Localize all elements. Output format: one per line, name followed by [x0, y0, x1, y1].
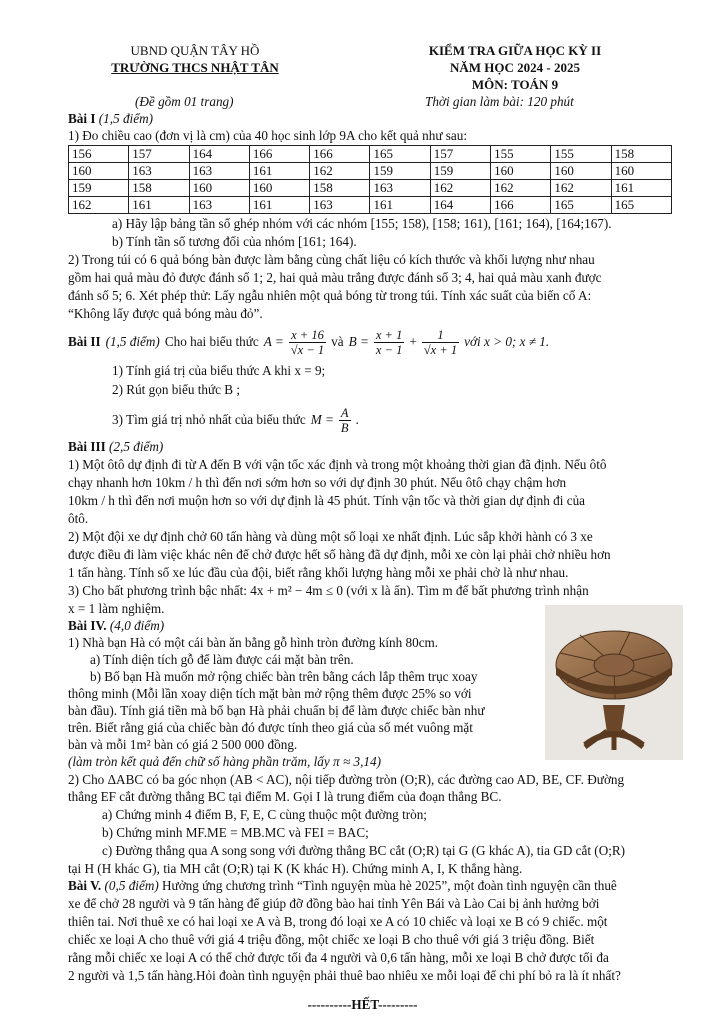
bai4-p1a: a) Tính diện tích gỗ để làm được cái mặt bàn trên. [90, 652, 354, 667]
bai4-p2-line2: thẳng EF cắt đường thẳng BC tại điểm M. Gọi I là trung điểm của đoạn thẳng BC. [68, 789, 502, 804]
table-cell: 155 [491, 146, 551, 163]
table-cell: 163 [189, 197, 249, 214]
bai4-p2b: b) Chứng minh MF.ME = MB.MC và FEI = BAC; [102, 825, 369, 840]
expr-B-term2: $\frac{1}{√x + 1}$ [423, 327, 458, 357]
bai4-rounding-note: (làm tròn kết quả đến chữ số hàng phần trăm, lấy π ≈ 3,14) [68, 754, 381, 769]
table-cell: 161 [611, 180, 671, 197]
bai2-q2: 2) Rút gọn biểu thức B ; [112, 382, 241, 397]
expr-B-term1: $\frac{x + 1}{x - 1}$ [375, 327, 403, 357]
table-cell: 163 [189, 163, 249, 180]
bai4-p1: 1) Nhà bạn Hà có một cái bàn ăn bằng gỗ hình tròn đường kính 80cm. [68, 635, 439, 650]
bai4-p1b-line2: thông minh (Mỗi lần xoay diện tích mặt bàn mở rộng thêm được 25% so với [68, 686, 472, 701]
table-row [69, 146, 672, 163]
table-cell: 166 [249, 146, 309, 163]
bai3-p1-line1: 1) Một ôtô dự định đi từ A đến B với vận tốc xác định và trong một khoảng thời gian đã định. Nếu ôtô [68, 457, 607, 472]
table-row [69, 180, 672, 197]
table-cell: 161 [370, 197, 430, 214]
bai4-p1b-line5: bàn và mỗi 1m² bàn có giá 2 500 000 đồng. [68, 737, 298, 752]
bai2-q3: 3) Tìm giá trị nhỏ nhất của biểu thức M = $\frac{A}{B}$ . [112, 405, 359, 435]
bai5-line5: rằng mỗi chiếc xe loại A có thể chở được tối đa 4 người và 0,6 tấn hàng, mỗi xe loại B chở được tối đa [68, 950, 609, 965]
table-cell: 160 [491, 163, 551, 180]
bai3-heading: Bài III (2,5 điểm) [68, 439, 164, 454]
end-marker: ----------HẾT--------- [307, 997, 418, 1012]
bai5-line6: 2 người và 1,5 tấn hàng.Hỏi đoàn tình nguyện phải thuê bao nhiêu xe mỗi loại để chi phí bỏ ra là ít nhất? [68, 968, 621, 983]
bai2-q1: 1) Tính giá trị của biểu thức A khi x = 9; [112, 363, 326, 378]
expr-M: $\frac{A}{B}$ [340, 405, 349, 435]
height-data-table [68, 145, 672, 214]
table-cell: 163 [129, 163, 189, 180]
table-cell: 156 [69, 146, 129, 163]
bai3-p2-line3: 1 tấn hàng. Tính số xe lúc đầu của đội, biết rằng khối lượng hàng mỗi xe phải chở là như nhau. [68, 565, 569, 580]
table-cell: 165 [370, 146, 430, 163]
bai3-p1-line2: chạy nhanh hơn 10km / h thì đến nơi sớm hơn so với dự định 30 phút. Nếu ôtô chạy chậm hơn [68, 475, 567, 490]
bai1-q1b: b) Tính tần số tương đối của nhóm [161; 164). [112, 234, 357, 249]
table-cell: 161 [129, 197, 189, 214]
bai4-p2a: a) Chứng minh 4 điểm B, F, E, C cùng thuộc một đường tròn; [102, 807, 427, 822]
bai3-p3-line2: x = 1 làm nghiệm. [68, 601, 165, 616]
table-row [69, 197, 672, 214]
table-cell: 160 [249, 180, 309, 197]
bai4-p1b-line4: trên. Biết rằng giá của chiếc bàn đó được tính theo giá của số mét vuông mặt [68, 720, 473, 735]
table-cell: 161 [249, 163, 309, 180]
expr-B-lhs: B = [348, 334, 369, 349]
table-cell: 162 [310, 163, 370, 180]
table-cell: 162 [69, 197, 129, 214]
duration-note: Thời gian làm bài: 120 phút [425, 94, 574, 109]
bai5-line1: Bài V. (0,5 điểm) Hưởng ứng chương trình “Tình nguyện mùa hè 2025”, một đoàn tình nguyện cần thuê [68, 878, 617, 893]
table-cell: 158 [310, 180, 370, 197]
table-cell: 162 [491, 180, 551, 197]
table-cell: 162 [430, 180, 490, 197]
subject: MÔN: TOÁN 9 [471, 77, 559, 92]
table-cell: 158 [129, 180, 189, 197]
table-cell: 166 [310, 146, 370, 163]
bai1-q1: 1) Đo chiều cao (đơn vị là cm) của 40 học sinh lớp 9A cho kết quả như sau: [68, 128, 468, 143]
bai1-q1a: a) Hãy lập bảng tần số ghép nhóm với các nhóm [155; 158), [158; 161), [161; 164), [164;167). [112, 216, 612, 231]
bai4-p2c-line1: c) Đường thẳng qua A song song với đường thẳng BC cắt (O;R) tại G (G khác A), tia GD cắt (O;R) [102, 843, 626, 858]
bai2-heading: Bài II (1,5 điểm) Cho hai biểu thức A = $\frac{x + 16}{√x - 1}$ và B = $\frac{x + 1}{x - 1}$ + $\frac{1}{√x + 1}$ với x > 0; x ≠ 1. [68, 327, 550, 357]
bai5-line2: xe để chở 28 người và 9 tấn hàng để giúp đỡ đồng bào hai tỉnh Yên Bái và Lào Cai bị ảnh hưởng bởi [68, 896, 600, 911]
table-cell: 157 [430, 146, 490, 163]
bai3-p1-line3: 10km / h thì đến nơi muộn hơn so với dự định là 45 phút. Tính vận tốc và thời gian dự định đi của [68, 493, 586, 508]
table-cell: 164 [430, 197, 490, 214]
table-cell: 166 [491, 197, 551, 214]
bai4-p2c-line2: tại H (H khác G), tia MH cắt (O;R) tại K (K khác H). Chứng minh A, I, K thẳng hàng. [68, 861, 523, 876]
bai4-p2-line1: 2) Cho ΔABC có ba góc nhọn (AB < AC), nội tiếp đường tròn (O;R), các đường cao AD, BE, CF. Đường [68, 772, 625, 787]
table-cell: 165 [551, 197, 611, 214]
bai1-q2-line2: gồm hai quả màu đỏ được đánh số 1; 2, hai quả màu trắng được đánh số 3; 4, hai quả màu xanh được [68, 270, 602, 285]
exam-header [395, 42, 635, 93]
table-cell: 161 [249, 197, 309, 214]
bai3-p3-line1: 3) Cho bất phương trình bậc nhất: 4x + m² − 4m ≤ 0 (với x là ẩn). Tìm m để bất phương trình nhận [68, 583, 589, 598]
condition: với x > 0; x ≠ 1. [464, 334, 550, 349]
table-cell: 162 [551, 180, 611, 197]
table-cell: 159 [370, 163, 430, 180]
table-cell: 160 [189, 180, 249, 197]
exam-title: KIỂM TRA GIỮA HỌC KỲ II [428, 43, 602, 58]
table-cell: 164 [189, 146, 249, 163]
bai1-q2-line4: “Không lấy được quả bóng màu đỏ”. [68, 306, 263, 321]
round-table-image [545, 605, 683, 760]
bai1-q2-line3: đánh số 5; 6. Xét phép thử: Lấy ngẫu nhiên một quả bóng từ trong túi. Tính xác suất của biến cố A: [68, 288, 592, 303]
expr-A: $\frac{x + 16}{√x - 1}$ [290, 327, 325, 357]
expr-A-lhs: A = [263, 334, 284, 349]
table-cell: 160 [611, 163, 671, 180]
bai4-heading: Bài IV. (4,0 điểm) [68, 618, 165, 633]
table-cell: 158 [611, 146, 671, 163]
bai3-p2-line1: 2) Một đội xe dự định chở 60 tấn hàng và dùng một số loại xe nhất định. Lúc sắp khởi hành có 3 xe [68, 529, 593, 544]
school-year: NĂM HỌC 2024 - 2025 [450, 60, 580, 75]
table-cell: 163 [370, 180, 430, 197]
bai4-p1b-line1: b) Bố bạn Hà muốn mở rộng chiếc bàn trên bằng cách lắp thêm trục xoay [90, 669, 478, 684]
table-cell: 163 [310, 197, 370, 214]
table-cell: 155 [551, 146, 611, 163]
bai4-p1b-line3: bàn đầu). Tính giá tiền mà bố bạn Hà phải chuẩn bị để làm được chiếc bàn như [68, 703, 485, 718]
table-cell: 160 [551, 163, 611, 180]
table-cell: 159 [69, 180, 129, 197]
district-name: UBND QUẬN TÂY HỒ [130, 43, 260, 58]
school-name: TRƯỜNG THCS NHẬT TÂN [111, 60, 279, 75]
school-header [105, 42, 285, 76]
bai3-p2-line2: được điều đi làm việc khác nên để chở được hết số hàng đã dự định, mỗi xe còn lại phải chở nhiều hơn [68, 547, 611, 562]
bai1-heading: Bài I (1,5 điểm) [68, 111, 153, 126]
table-cell: 157 [129, 146, 189, 163]
bai5-line4: chiếc xe loại A cho thuê với giá 4 triệu đồng, một chiếc xe loại B cho thuê với giá 3 triệu đồng. Biết [68, 932, 595, 947]
bai5-line3: thiên tai. Nơi thuê xe có hai loại xe A và B, trong đó loại xe A có 10 chiếc và loại xe B có 9 chiếc. một [68, 914, 608, 929]
table-cell: 165 [611, 197, 671, 214]
bai3-p1-line4: ôtô. [68, 511, 89, 526]
table-cell: 159 [430, 163, 490, 180]
bai1-q2-line1: 2) Trong túi có 6 quả bóng bàn được làm bằng cùng chất liệu có kích thước và khối lượng như nhau [68, 252, 595, 267]
table-row [69, 163, 672, 180]
page-count-note: (Đề gồm 01 trang) [135, 94, 234, 109]
table-cell: 160 [69, 163, 129, 180]
